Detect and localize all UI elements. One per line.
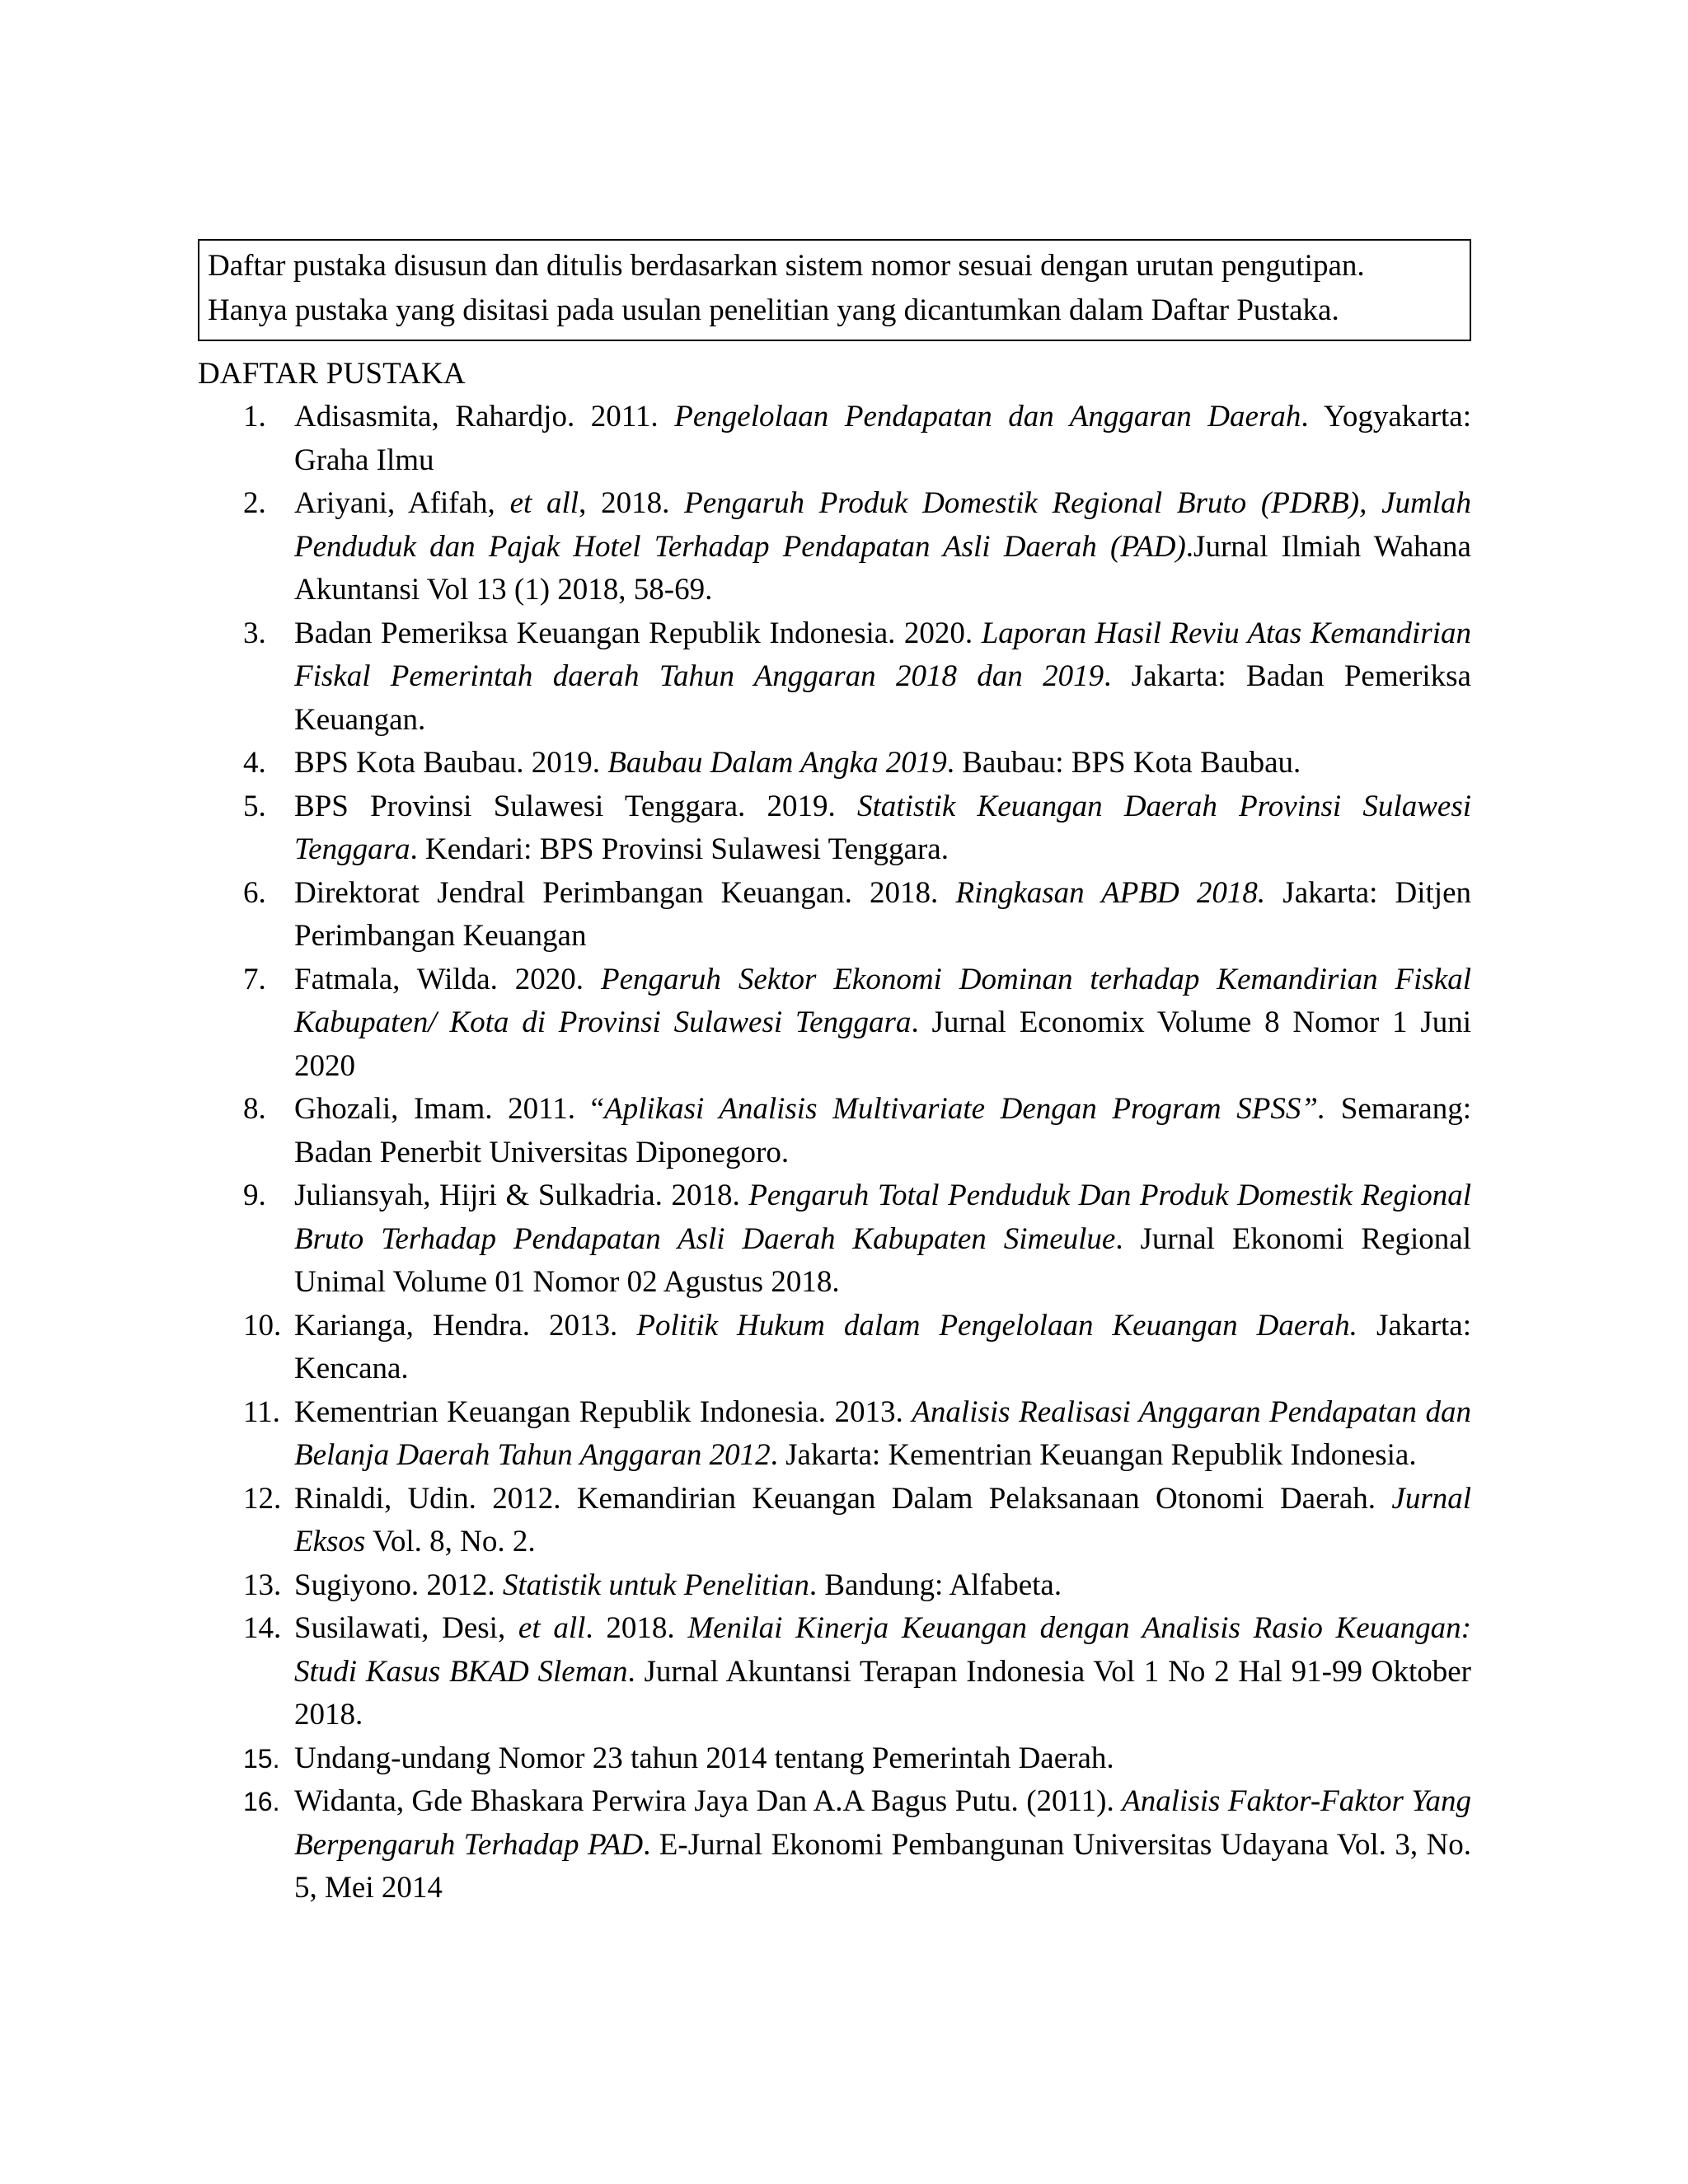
reference-text: , 2018. (579, 486, 685, 520)
reference-item (198, 1564, 1471, 1608)
reference-list (198, 396, 1471, 1910)
reference-item (198, 1391, 1471, 1478)
reference-text: . Jurnal Ekonomi Regional Unimal Volume 01 Nomor 02 Agustus 2018. (294, 1221, 1471, 1299)
reference-number: 6. (243, 875, 266, 910)
reference-item (198, 1174, 1471, 1305)
reference-text: Widanta, Gde Bhaskara Perwira Jaya Dan A.A Bagus Putu. (2011). (294, 1784, 1123, 1818)
reference-title: Laporan Hasil Reviu Atas Kemandirian Fiskal Pemerintah daerah Tahun Anggaran 2018 dan 2019 (294, 616, 1471, 693)
reference-title: Analisis Realisasi Anggaran Pendapatan dan Belanja Daerah Tahun Anggaran 2012 (294, 1394, 1472, 1472)
reference-item (198, 482, 1471, 612)
reference-item (198, 612, 1471, 743)
reference-etal: et all (518, 1611, 586, 1645)
reference-text: Jakarta: Kencana. (294, 1308, 1472, 1385)
reference-item (198, 1607, 1471, 1737)
reference-number: 1. (243, 400, 266, 434)
reference-number: 8. (243, 1092, 266, 1126)
reference-text: Direktorat Jendral Perimbangan Keuangan. 2018. (294, 875, 956, 910)
reference-item (198, 1305, 1471, 1391)
reference-title: Aplikasi Analisis Multivariate Dengan Program SPSS”. (604, 1092, 1326, 1126)
reference-number: 11. (243, 1394, 280, 1429)
reference-text: Semarang: Badan Penerbit Universitas Diponegoro. (294, 1092, 1471, 1169)
reference-title: Pengaruh Produk Domestik Regional Bruto (PDRB), Jumlah Penduduk dan Pajak Hotel Terhadap Pendapatan Asli Daerah (PAD) (294, 486, 1472, 564)
reference-title: Menilai Kinerja Keuangan dengan Analisis Rasio Keuangan: Studi Kasus BKAD Sleman (294, 1611, 1472, 1689)
reference-item (198, 742, 1471, 785)
reference-title: Pengelolaan Pendapatan dan Anggaran Daerah (674, 400, 1301, 434)
bibliography-heading: DAFTAR PUSTAKA (198, 357, 466, 391)
reference-item (198, 785, 1471, 872)
reference-text: Badan Pemeriksa Keuangan Republik Indonesia. 2020. (294, 616, 982, 650)
reference-text: Rinaldi, Udin. 2012. Kemandirian Keuangan Dalam Pelaksanaan Otonomi Daerah. (294, 1481, 1392, 1516)
reference-text: . Jakarta: Kementrian Keuangan Republik Indonesia. (770, 1438, 1417, 1472)
reference-number: 14. (243, 1611, 282, 1645)
reference-item (198, 958, 1471, 1089)
reference-title: Pengaruh Sektor Ekonomi Dominan terhadap Kemandirian Fiskal Kabupaten/ Kota di Provinsi Sulawesi Tenggara (294, 962, 1471, 1039)
reference-text: Karianga, Hendra. 2013. (294, 1308, 637, 1343)
reference-item (198, 872, 1471, 958)
reference-text: Sugiyono. 2012. (294, 1568, 503, 1602)
reference-item (198, 1780, 1471, 1910)
reference-text: Adisasmita, Rahardjo. 2011. (294, 400, 675, 434)
reference-text: BPS Kota Baubau. 2019. (294, 746, 608, 780)
reference-title: Pengaruh Total Penduduk Dan Produk Domestik Regional Bruto Terhadap Pendapatan Asli Daerah Kabupaten Simeulue (294, 1179, 1471, 1256)
reference-text: Vol. 8, No. 2. (365, 1525, 536, 1558)
reference-title: Statistik untuk Penelitian (502, 1568, 809, 1602)
note-line-1: Daftar pustaka disusun dan ditulis berdasarkan sistem nomor sesuai dengan urutan pengutipan. (208, 249, 1365, 283)
reference-number: 5. (243, 789, 266, 823)
reference-item (198, 1737, 1471, 1781)
document-page (198, 239, 1471, 1910)
reference-item (198, 396, 1471, 482)
reference-number: 16. (243, 1787, 280, 1816)
reference-text: Susilawati, Desi, (294, 1611, 518, 1645)
reference-number: 15. (243, 1743, 280, 1774)
reference-text: Jakarta: Ditjen Perimbangan Keuangan (294, 875, 1471, 953)
reference-text: Ghozali, Imam. 2011. “ (294, 1092, 605, 1126)
reference-text: . Baubau: BPS Kota Baubau. (946, 746, 1301, 780)
reference-text: . Bandung: Alfabeta. (809, 1568, 1062, 1602)
reference-item (198, 1088, 1471, 1174)
reference-text: BPS Provinsi Sulawesi Tenggara. 2019. (294, 789, 858, 823)
reference-text: . Jurnal Akuntansi Terapan Indonesia Vol 1 No 2 Hal 91-99 Oktober 2018. (294, 1654, 1471, 1732)
reference-etal: et all (509, 486, 579, 520)
reference-text: Fatmala, Wilda. 2020. (294, 962, 601, 996)
reference-number: 13. (243, 1568, 282, 1602)
reference-number: 2. (243, 486, 266, 520)
reference-title: Ringkasan APBD 2018. (955, 875, 1266, 910)
reference-text: . 2018. (585, 1611, 688, 1645)
reference-title: Politik Hukum dalam Pengelolaan Keuangan Daerah. (636, 1308, 1357, 1343)
note-line-2: Hanya pustaka yang disitasi pada usulan penelitian yang dicantumkan dalam Daftar Pustaka. (208, 293, 1339, 327)
reference-text: .Jurnal Ilmiah Wahana Akuntansi Vol 13 (1) 2018, 58-69. (294, 529, 1471, 607)
reference-text: . E-Jurnal Ekonomi Pembangunan Universitas Udayana Vol. 3, No. 5, Mei 2014 (294, 1827, 1471, 1905)
reference-title: Jurnal Eksos (294, 1481, 1471, 1558)
reference-text: Juliansyah, Hijri & Sulkadria. 2018. (294, 1179, 749, 1212)
reference-text: Ariyani, Afifah, (294, 486, 510, 520)
reference-title: Baubau Dalam Angka 2019 (607, 746, 947, 780)
reference-number: 4. (243, 746, 266, 780)
reference-text: . Jakarta: Badan Pemeriksa Keuangan. (294, 659, 1471, 737)
reference-text: Kementrian Keuangan Republik Indonesia. 2013. (294, 1394, 912, 1429)
reference-number: 12. (243, 1481, 282, 1516)
reference-title: Analisis Faktor-Faktor Yang Berpengaruh Terhadap PAD (294, 1784, 1472, 1862)
reference-text: . Yogyakarta: Graha Ilmu (294, 400, 1471, 477)
reference-number: 7. (243, 962, 266, 996)
reference-number: 9. (243, 1179, 266, 1212)
reference-title: Statistik Keuangan Daerah Provinsi Sulawesi Tenggara (294, 789, 1471, 866)
reference-item (198, 1478, 1471, 1564)
reference-text: . Jurnal Economix Volume 8 Nomor 1 Juni 2020 (294, 1005, 1471, 1083)
reference-text: Undang-undang Nomor 23 tahun 2014 tentang Pemerintah Daerah. (294, 1741, 1114, 1775)
reference-number: 10. (243, 1308, 282, 1343)
instruction-note-box (198, 239, 1471, 341)
reference-number: 3. (243, 616, 266, 650)
reference-text: . Kendari: BPS Provinsi Sulawesi Tenggara. (410, 832, 949, 866)
